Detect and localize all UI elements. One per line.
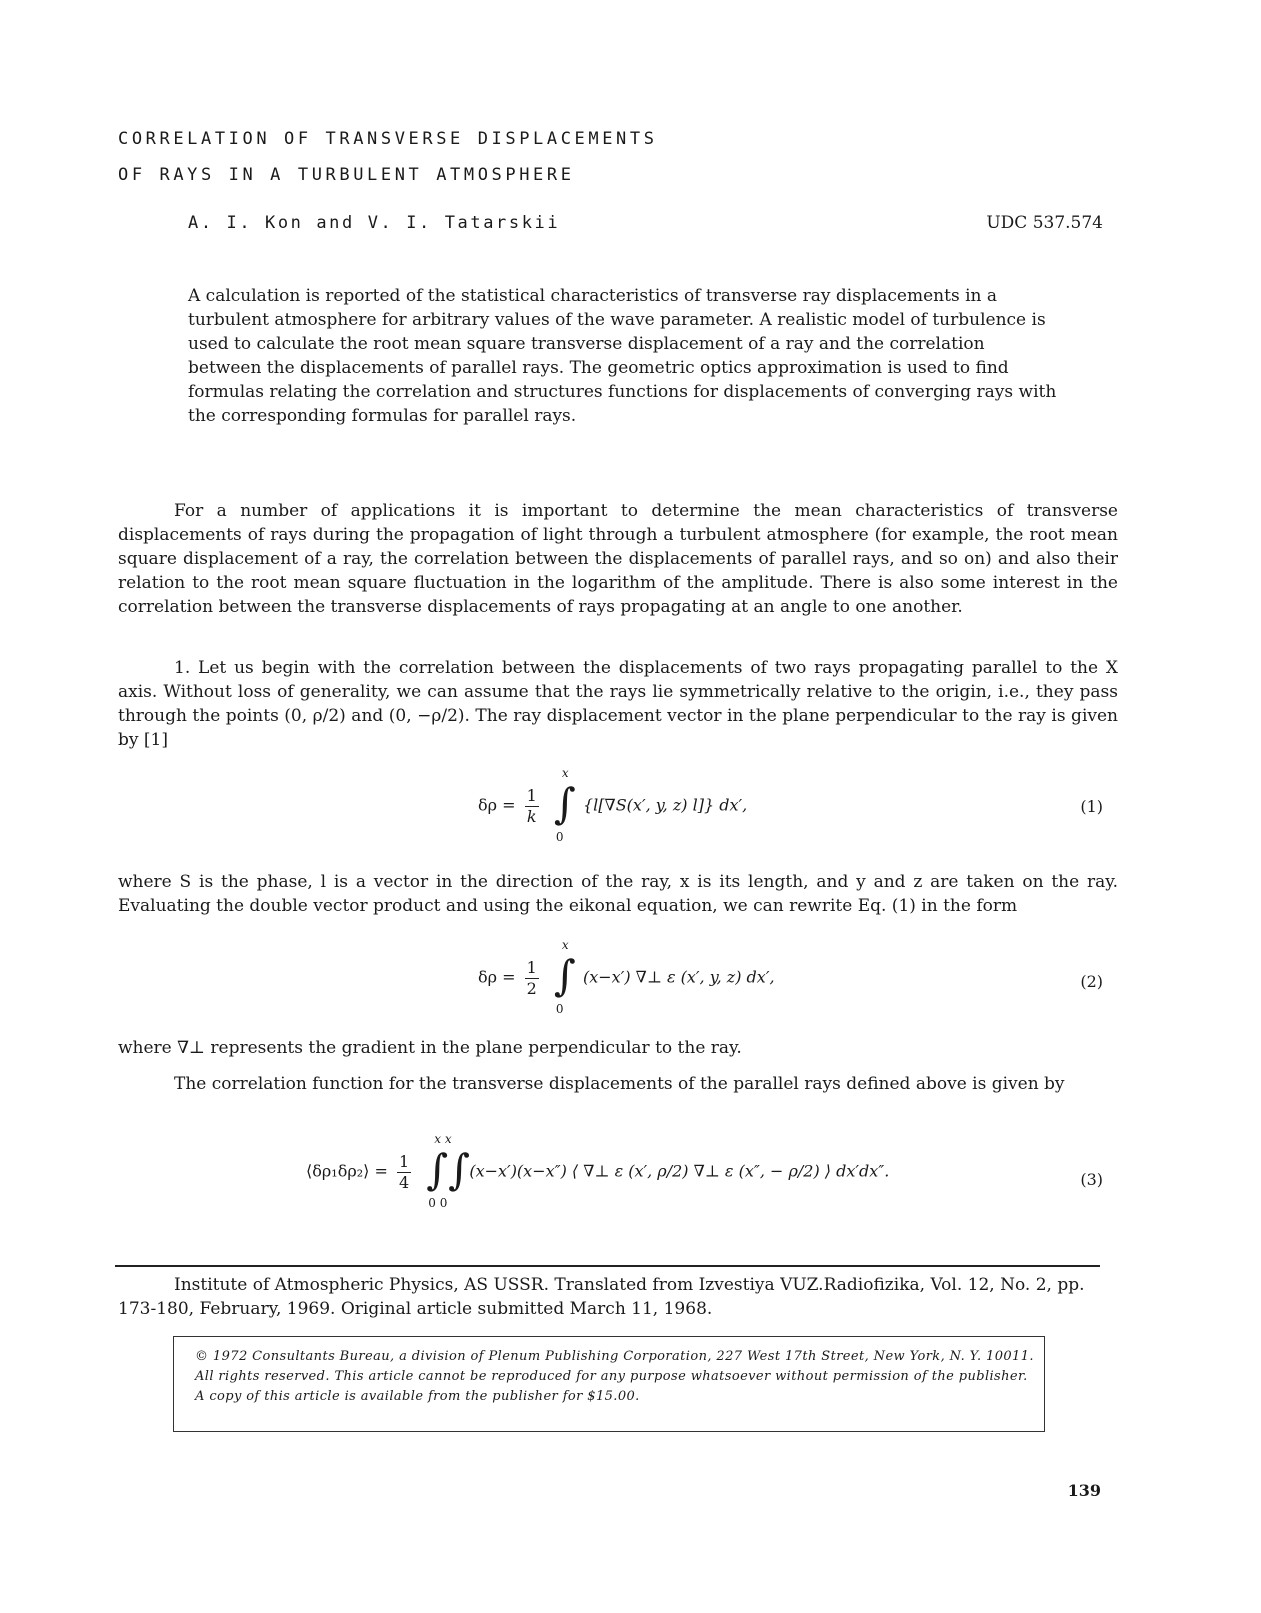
paragraph-intro [118, 499, 1118, 619]
eq2-lhs: δρ = [478, 967, 516, 987]
paragraph-after-eq1: where S is the phase, l is a vector in the direction of the ray, x is its length, and y and z are taken on the ray. Evaluating the double vector product and using the eikonal equation, we can rewrite Eq. (1) in the form [118, 872, 1118, 916]
eq2-fraction [525, 958, 539, 999]
eq1-lower-limit: 0 [555, 830, 564, 844]
eq1-fraction [525, 786, 539, 827]
equation-2 [478, 938, 775, 1016]
paragraph-correlation [118, 1072, 1118, 1096]
eq1-denominator: k [526, 806, 537, 826]
eq3-upper-limits: x x [434, 1132, 452, 1146]
authors: A. I. Kon and V. I. Tatarskii [188, 213, 561, 233]
eq1-body: {l[∇S(x′, y, z) l]} dx′, [583, 795, 748, 815]
eq1-numerator: 1 [526, 785, 537, 805]
eq2-upper-limit: x [561, 938, 569, 952]
equation-1 [478, 766, 748, 844]
eq2-lower-limit: 0 [555, 1002, 564, 1016]
eq3-numerator: 1 [398, 1151, 410, 1171]
eq2-body: (x−x′) ∇⊥ ε (x′, y, z) dx′, [583, 967, 775, 987]
eq3-body: (x−x′)(x−x″) ⟨ ∇⊥ ε (x′, ρ/2) ∇⊥ ε (x″, − ρ/2) ⟩ dx′dx″. [469, 1161, 890, 1181]
eq3-lhs: ⟨δρ₁δρ₂⟩ = [306, 1161, 388, 1181]
udc-code: UDC 537.574 [986, 213, 1103, 233]
abstract: A calculation is reported of the statistical characteristics of transverse ray displacements in a turbulent atmosphere for arbitrary values of the wave parameter. A realistic model of turbulence is used to calculate the root mean square transverse displacement of a ray and the correlation between the displacements of parallel rays. The geometric optics approximation is used to find formulas relating the correlation and structures functions for displacements of converging rays with the corresponding formulas for parallel rays. [188, 286, 1057, 426]
eq1-lhs: δρ = [478, 795, 516, 815]
paragraph-intro-text: For a number of applications it is important to determine the mean characteristics of transverse displacements of rays during the propagation of light through a turbulent atmosphere (for example, the root mean square displacement of a ray, the correlation between the displacements of parallel rays, and so on) and also their relation to the root mean square fluctuation in the logarithm of the amplitude. There is also some interest in the correlation between the transverse displacements of rays propagating at an angle to one another. [118, 501, 1118, 617]
paragraph-section-1-text: 1. Let us begin with the correlation between the displacements of two rays propagating parallel to the X axis. Without loss of generality, we can assume that the rays lie symmetrically relative to the origin, i.e., they pass through the points (0, ρ/2) and (0, −ρ/2). The ray displacement vector in the plane perpendicular to the ray is given by [1] [118, 658, 1118, 750]
paragraph-gradient: where ∇⊥ represents the gradient in the plane perpendicular to the ray. [118, 1038, 742, 1058]
footnote-text: Institute of Atmospheric Physics, AS USSR. Translated from Izvestiya VUZ.Radiofizika, Vol. 12, No. 2, pp. 173-180, February, 1969. Original article submitted March 11, 1968. [118, 1275, 1085, 1319]
eq3-lower-limits: 0 0 [428, 1196, 448, 1210]
paragraph-section-1 [118, 656, 1118, 752]
title-line-1: CORRELATION OF TRANSVERSE DISPLACEMENTS [118, 129, 658, 149]
eq3-double-integral: x x ∫∫ 0 0 [426, 1132, 471, 1210]
equation-3 [306, 1132, 890, 1210]
eq3-fraction [397, 1152, 411, 1193]
eq2-denominator: 2 [526, 978, 537, 998]
eq1-integral: x ∫ 0 [553, 766, 576, 844]
equation-1-number: (1) [1080, 797, 1103, 816]
eq3-denominator: 4 [398, 1172, 410, 1192]
footnote [118, 1273, 1108, 1321]
eq2-integral: x ∫ 0 [553, 938, 576, 1016]
equation-2-number: (2) [1080, 972, 1103, 991]
eq1-upper-limit: x [561, 766, 569, 780]
title-line-2: OF RAYS IN A TURBULENT ATMOSPHERE [118, 165, 575, 185]
page-number: 139 [1067, 1481, 1101, 1500]
eq2-numerator: 1 [526, 957, 537, 977]
paragraph-correlation-text: The correlation function for the transverse displacements of the parallel rays defined above is given by [174, 1074, 1065, 1094]
equation-3-number: (3) [1080, 1170, 1103, 1189]
footnote-divider [115, 1265, 1100, 1267]
copyright-notice: © 1972 Consultants Bureau, a division of Plenum Publishing Corporation, 227 West 17th Street, New York, N. Y. 10011. All rights reserved. This article cannot be reproduced for any purpose whatsoever without permission of the publisher. A copy of this article is available from the publisher for $15.00. [195, 1349, 1034, 1404]
